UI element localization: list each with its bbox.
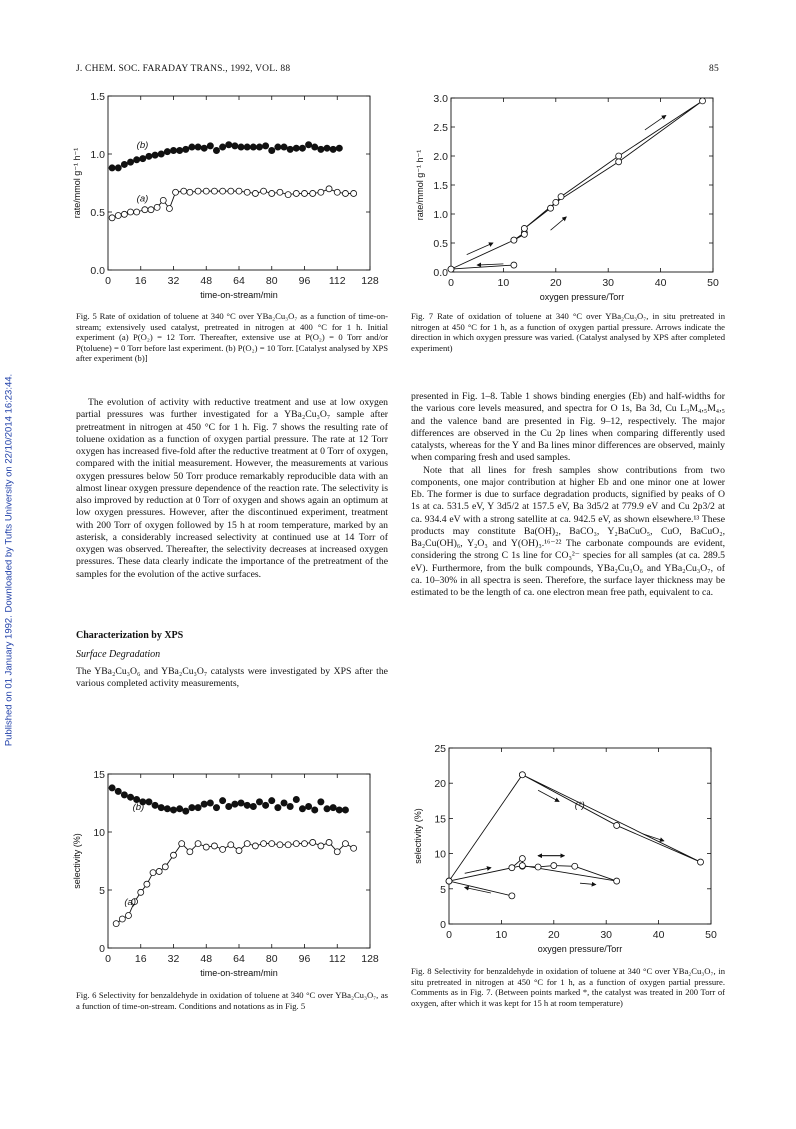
provenance-sidebar — [2, 190, 16, 930]
data-point-open — [171, 852, 177, 858]
data-point-filled — [177, 806, 183, 812]
data-point-filled — [336, 807, 342, 813]
data-point-filled — [158, 151, 164, 157]
plot-frame — [449, 748, 711, 924]
data-point-open — [160, 197, 166, 203]
data-point-filled — [213, 805, 219, 811]
data-point-open — [195, 841, 201, 847]
data-point-filled — [238, 800, 244, 806]
data-point-filled — [146, 153, 152, 159]
chart-annotation: (a) — [136, 193, 149, 205]
data-point-filled — [232, 801, 238, 807]
y-tick-label: 0.0 — [433, 267, 448, 279]
data-point-filled — [201, 801, 207, 807]
x-axis-label: time-on-stream/min — [200, 968, 278, 978]
data-point-filled — [250, 803, 256, 809]
data-point-open — [244, 189, 250, 195]
data-point-filled — [127, 159, 133, 165]
data-point-filled — [312, 144, 318, 150]
data-point-filled — [336, 145, 342, 151]
data-point-open — [277, 189, 283, 195]
y-axis-label: rate/mmol g⁻¹ h⁻¹ — [415, 149, 425, 221]
y-tick-label: 3.0 — [433, 93, 448, 105]
y-axis-label: rate/mmol g⁻¹ h⁻¹ — [72, 147, 82, 219]
data-point-open — [519, 856, 525, 862]
data-point-filled — [189, 805, 195, 811]
direction-arrow — [645, 115, 666, 129]
data-point-open — [318, 189, 324, 195]
data-point-filled — [189, 144, 195, 150]
data-point-open — [156, 868, 162, 874]
data-point-filled — [293, 796, 299, 802]
direction-arrow — [477, 264, 503, 265]
x-tick-label: 96 — [298, 953, 311, 965]
x-tick-label: 20 — [549, 277, 562, 289]
data-point-filled — [330, 805, 336, 811]
data-point-filled — [250, 144, 256, 150]
data-point-filled — [158, 805, 164, 811]
data-point-filled — [244, 144, 250, 150]
data-point-filled — [287, 146, 293, 152]
data-point-filled — [318, 799, 324, 805]
y-tick-label: 2.5 — [433, 122, 448, 134]
y-tick-label: 1.0 — [433, 209, 448, 221]
y-tick-label: 15 — [93, 769, 105, 781]
data-point-open — [113, 921, 119, 927]
y-tick-label: 0 — [99, 943, 105, 955]
figure-6-chart — [60, 768, 390, 986]
data-point-filled — [121, 161, 127, 167]
data-point-open — [342, 841, 348, 847]
data-point-open — [211, 843, 217, 849]
data-point-filled — [281, 800, 287, 806]
y-tick-label: 2.0 — [433, 151, 448, 163]
direction-arrow — [643, 834, 664, 841]
data-point-open — [318, 843, 324, 849]
data-point-open — [162, 864, 168, 870]
data-point-filled — [183, 146, 189, 152]
data-point-open — [187, 849, 193, 855]
x-axis-label: oxygen pressure/Torr — [539, 292, 625, 302]
section-title: Characterization by XPS — [76, 630, 184, 641]
data-point-filled — [342, 807, 348, 813]
data-point-filled — [146, 799, 152, 805]
data-point-filled — [275, 144, 281, 150]
y-tick-label: 10 — [434, 848, 446, 861]
data-point-filled — [238, 144, 244, 150]
y-tick-label: 1.5 — [90, 91, 105, 103]
direction-arrow — [580, 883, 596, 884]
y-tick-label: 5 — [440, 883, 446, 896]
x-tick-label: 96 — [298, 275, 311, 287]
subsection-title: Surface Degradation — [76, 649, 161, 660]
data-point-open — [244, 841, 250, 847]
data-point-open — [558, 194, 564, 200]
data-point-open — [334, 849, 340, 855]
x-tick-label: 40 — [654, 277, 667, 289]
data-point-filled — [263, 802, 269, 808]
data-point-filled — [195, 144, 201, 150]
direction-arrow — [467, 243, 493, 255]
data-point-open — [519, 772, 525, 778]
data-point-open — [551, 863, 557, 869]
x-tick-label: 0 — [446, 929, 452, 941]
figure-7-caption: Fig. 7 Rate of oxidation of toluene at 340 °C over YBa₂Cu₃O₇, in situ pretreated in nitrogen at 450 °C for 1 h, as a function of oxygen partial pressure. Arrows indicate the direction in which oxygen pressure was varied. (Catalyst analysed by XPS after completed experiment) — [411, 311, 725, 353]
y-tick-label: 1.5 — [433, 180, 448, 192]
data-point-open — [166, 206, 172, 212]
right-column-text — [411, 391, 725, 599]
direction-arrow — [551, 217, 567, 230]
data-point-filled — [330, 146, 336, 152]
data-point-open — [173, 189, 179, 195]
data-point-filled — [207, 143, 213, 149]
x-axis-label: oxygen pressure/Torr — [537, 944, 623, 954]
data-point-open — [228, 842, 234, 848]
data-point-open — [277, 842, 283, 848]
data-point-open — [154, 204, 160, 210]
data-point-open — [535, 864, 541, 870]
data-point-filled — [244, 802, 250, 808]
y-tick-label: 25 — [434, 743, 446, 755]
figure-5-caption: Fig. 5 Rate of oxidation of toluene at 340 °C over YBa₂Cu₃O₇ as a function of time-on-stream; extensively used catalyst, pretreated in nitrogen at 400 °C for 1 h. Initial experiment (a) P(O₂) = 12 Torr. Thereafter, extensive use at P(O₂) = 0 Torr and/or P(toluene) = 0 Torr before last experiment. (b) P(O₂) = 10 Torr. [Catalyst analysed by XPS after experiment (b)] — [76, 311, 388, 364]
data-point-filled — [269, 798, 275, 804]
x-tick-label: 48 — [200, 953, 213, 965]
chart-annotation: (b) — [132, 801, 145, 813]
data-point-filled — [109, 785, 115, 791]
data-point-open — [144, 881, 150, 887]
provenance-text: Published on 01 January 1992. Downloaded by Tufts University on 22/10/2014 16:23:44. — [3, 373, 15, 747]
x-tick-label: 0 — [105, 275, 111, 287]
x-tick-label: 64 — [233, 275, 245, 287]
data-point-open — [115, 212, 121, 218]
data-point-filled — [324, 145, 330, 151]
data-point-filled — [177, 147, 183, 153]
data-point-filled — [152, 152, 158, 158]
chart-annotation: (b) — [136, 140, 149, 152]
data-point-open — [310, 190, 316, 196]
y-tick-label: 20 — [434, 778, 446, 791]
data-point-open — [187, 189, 193, 195]
data-point-filled — [312, 807, 318, 813]
data-point-filled — [207, 800, 213, 806]
data-point-open — [109, 215, 115, 221]
y-tick-label: 5 — [99, 885, 105, 897]
chart-annotation: (a) — [124, 897, 136, 909]
body-paragraph: The evolution of activity with reductive treatment and use at low oxygen partial pressures was further investigated for a YBa₂Cu₃O₇ sample after pretreatment in nitrogen at 450 °C for 1 h. Fig. 7 shows the resulting rate of toluene oxidation as a function of oxygen partial pressure. The rate at 12 Torr oxygen has increased five-fold after the reductive treatment at 0 Torr of oxygen, compared with the initial measurement. However, the measurements at various oxygen pressures below 50 Torr produce remarkably reproducible data with an almost linear oxygen pressure dependence of the reaction rate. The selectivity is also improved by reduction at 0 Torr of oxygen and shows again an optimum at low oxygen pressures. However, after the discontinued experiment, treatment with 200 Torr of oxygen followed by 15 h at room temperature, marked by an asterisk, a considerably increased selectivity at continued use at 14 Torr of oxygen was observed. Thereafter, the selectivity decreases at increased oxygen pressures. These data clearly indicate the importance of the pretreatment of the samples for the evolution of the active surfaces. — [76, 397, 388, 580]
x-tick-label: 16 — [134, 275, 147, 287]
x-tick-label: 20 — [547, 929, 560, 941]
figure-6-caption: Fig. 6 Selectivity for benzaldehyde in oxidation of toluene at 340 °C over YBa₂Cu₃O₇, as a function of time-on-stream. Conditions and notations as in Fig. 5 — [76, 990, 388, 1011]
y-axis-label: selectivity (%) — [413, 808, 423, 864]
data-point-filled — [269, 147, 275, 153]
data-point-open — [448, 266, 454, 272]
figure-5-chart — [60, 88, 390, 310]
data-point-filled — [293, 145, 299, 151]
y-tick-label: 0.5 — [90, 207, 105, 219]
data-point-open — [521, 231, 527, 237]
data-point-open — [119, 916, 125, 922]
y-tick-label: 0.5 — [433, 238, 448, 250]
data-point-open — [614, 822, 620, 828]
data-point-filled — [299, 145, 305, 151]
data-point-open — [293, 841, 299, 847]
data-point-filled — [226, 142, 232, 148]
data-point-open — [252, 843, 258, 849]
data-point-open — [521, 226, 527, 232]
figure-7-chart — [415, 90, 725, 305]
data-point-filled — [121, 792, 127, 798]
x-tick-label: 32 — [167, 275, 180, 287]
data-point-filled — [324, 806, 330, 812]
data-point-open — [519, 863, 525, 869]
data-point-filled — [256, 144, 262, 150]
x-tick-label: 64 — [233, 953, 245, 965]
data-point-filled — [287, 803, 293, 809]
figure-8-chart — [415, 742, 725, 964]
data-point-filled — [232, 143, 238, 149]
x-tick-label: 10 — [497, 277, 510, 289]
x-tick-label: 80 — [265, 275, 278, 287]
data-point-open — [211, 188, 217, 194]
body-paragraph: presented in Fig. 1–8. Table 1 shows binding energies (Eb) and half-widths for the various core levels measured, and spectra for O 1s, Ba 3d, Cu L₃M₄,₅M₄,₅ and the valence band are presented in Fig. 9–12, respectively. The major differences are observed in the Cu 2p lines when comparing differently used catalysts, whereas for the Y and Ba lines minor differences are observed, mainly when comparing fresh and used samples. — [411, 391, 725, 464]
data-point-open — [261, 841, 267, 847]
x-tick-label: 50 — [707, 277, 719, 289]
data-point-open — [342, 190, 348, 196]
data-point-open — [236, 848, 242, 854]
data-point-filled — [201, 145, 207, 151]
x-tick-label: 30 — [600, 929, 613, 941]
x-tick-label: 16 — [134, 953, 147, 965]
data-point-open — [616, 159, 622, 165]
x-axis-label: time-on-stream/min — [200, 290, 278, 300]
data-point-filled — [195, 805, 201, 811]
data-point-open — [121, 211, 127, 217]
data-point-open — [700, 98, 706, 104]
plot-frame — [108, 96, 370, 270]
data-point-open — [125, 913, 131, 919]
data-point-open — [572, 863, 578, 869]
x-tick-label: 112 — [328, 275, 346, 287]
x-tick-label: 0 — [105, 953, 111, 965]
data-point-open — [285, 842, 291, 848]
data-point-filled — [220, 798, 226, 804]
data-point-open — [326, 186, 332, 192]
data-point-open — [511, 262, 517, 268]
data-point-filled — [281, 144, 287, 150]
data-point-open — [203, 844, 209, 850]
data-point-open — [203, 188, 209, 194]
data-point-open — [553, 199, 559, 205]
direction-arrow — [465, 868, 491, 874]
data-point-open — [179, 841, 185, 847]
data-point-filled — [115, 165, 121, 171]
data-point-open — [220, 846, 226, 852]
y-tick-label: 0.0 — [90, 265, 105, 277]
data-point-open — [236, 188, 242, 194]
data-point-open — [252, 190, 258, 196]
data-point-open — [261, 188, 267, 194]
x-tick-label: 30 — [602, 277, 615, 289]
data-point-filled — [164, 149, 170, 155]
data-point-filled — [275, 805, 281, 811]
x-tick-label: 112 — [328, 953, 346, 965]
data-point-filled — [299, 806, 305, 812]
data-point-open — [302, 841, 308, 847]
x-tick-label: 128 — [361, 953, 379, 965]
running-header: J. CHEM. SOC. FARADAY TRANS., 1992, VOL. 88 — [76, 64, 291, 74]
data-point-filled — [115, 788, 121, 794]
data-point-open — [150, 870, 156, 876]
body-paragraph: The YBa₂Cu₃O₆ and YBa₂Cu₃O₇ catalysts were investigated by XPS after the various completed activity measurements, — [76, 666, 388, 690]
data-point-filled — [183, 808, 189, 814]
data-point-filled — [134, 157, 140, 163]
x-tick-label: 40 — [652, 929, 665, 941]
data-point-open — [310, 839, 316, 845]
data-point-open — [134, 209, 140, 215]
data-point-open — [614, 878, 620, 884]
body-paragraph: Note that all lines for fresh samples show contributions from two components, one major contribution at higher Eb and one minor one at lower Eb. The former is due to surface degradation products, signified by peaks of O 1s at ca. 531.5 eV, Y 3d5/2 at 157.5 eV, Ba 3d5/2 at 779.9 eV and Cu 2p3/2 at ca. 934.4 eV with a strong satellite at ca. 942.5 eV, as shown elsewhere.¹³ These products may constitute Ba(OH)₂, BaCO₃, Y₂BaCuO₅, CuO, BaCuO₂, Ba₂Cu(OH)₆, Y₂O₃ and Y(OH)₃.¹⁶⁻²² The carbonate compounds are evident, considering the strong C 1s line for CO₃²⁻ species for all samples (at ca. 289.5 eV). Furthermore, from the bulk compounds, YBa₂Cu₃O₆ and YBa₂Cu₃O₇, of ca. 10–30% in all spectra is seen. Therefore, the surface layer thickness may be estimated to be the length of ca. one electron mean free path, equivalent to ca. — [411, 464, 725, 598]
data-point-filled — [318, 146, 324, 152]
data-point-filled — [263, 143, 269, 149]
data-point-filled — [305, 803, 311, 809]
figure-8-caption: Fig. 8 Selectivity for benzaldehyde in oxidation of toluene at 340 °C over YBa₂Cu₃O₇, in situ pretreated in nitrogen at 450 °C for 1 h, as a function of oxygen partial pressure. Comments as in Fig. 7. (Between points marked *, the catalyst was treated in 200 Torr of oxygen, after which it was kept for 15 h at room temperature) — [411, 966, 725, 1008]
data-point-filled — [164, 806, 170, 812]
left-column-paragraph-2 — [76, 666, 388, 691]
chart-annotation: (*) — [574, 799, 585, 811]
data-point-filled — [256, 799, 262, 805]
data-point-open — [181, 188, 187, 194]
x-tick-label: 0 — [448, 277, 454, 289]
y-tick-label: 15 — [434, 813, 446, 826]
direction-arrow — [538, 790, 559, 801]
data-point-open — [616, 153, 622, 159]
x-tick-label: 128 — [361, 275, 379, 287]
data-point-filled — [213, 147, 219, 153]
y-tick-label: 1.0 — [90, 149, 105, 161]
y-tick-label: 10 — [93, 827, 105, 839]
data-point-open — [128, 209, 134, 215]
data-point-filled — [305, 142, 311, 148]
data-point-open — [351, 190, 357, 196]
data-point-filled — [109, 165, 115, 171]
data-point-open — [334, 189, 340, 195]
data-point-open — [269, 841, 275, 847]
data-point-filled — [127, 794, 133, 800]
x-tick-label: 10 — [495, 929, 508, 941]
data-point-open — [446, 878, 452, 884]
data-point-open — [285, 192, 291, 198]
data-point-open — [351, 845, 357, 851]
data-point-open — [293, 190, 299, 196]
data-point-filled — [170, 147, 176, 153]
series-line — [451, 101, 703, 269]
data-point-filled — [220, 144, 226, 150]
data-point-open — [269, 190, 275, 196]
data-point-open — [138, 889, 144, 895]
data-point-open — [220, 188, 226, 194]
data-point-open — [509, 893, 515, 899]
x-tick-label: 80 — [265, 953, 278, 965]
page-number: 85 — [709, 64, 719, 74]
series-line — [449, 775, 701, 896]
data-point-open — [302, 190, 308, 196]
left-column-paragraph — [76, 397, 388, 581]
data-point-open — [142, 207, 148, 213]
data-point-open — [548, 205, 554, 211]
x-tick-label: 48 — [200, 275, 213, 287]
data-point-open — [195, 188, 201, 194]
data-point-open — [148, 207, 154, 213]
data-point-open — [228, 188, 234, 194]
data-point-open — [509, 865, 515, 871]
x-tick-label: 50 — [705, 929, 717, 941]
data-point-filled — [140, 156, 146, 162]
y-axis-label: selectivity (%) — [72, 833, 82, 889]
series-line — [116, 842, 353, 923]
data-point-filled — [226, 803, 232, 809]
data-point-open — [698, 859, 704, 865]
y-tick-label: 0 — [440, 919, 446, 931]
data-point-filled — [170, 807, 176, 813]
x-tick-label: 32 — [167, 953, 180, 965]
data-point-filled — [152, 802, 158, 808]
data-point-open — [511, 237, 517, 243]
data-point-open — [326, 839, 332, 845]
